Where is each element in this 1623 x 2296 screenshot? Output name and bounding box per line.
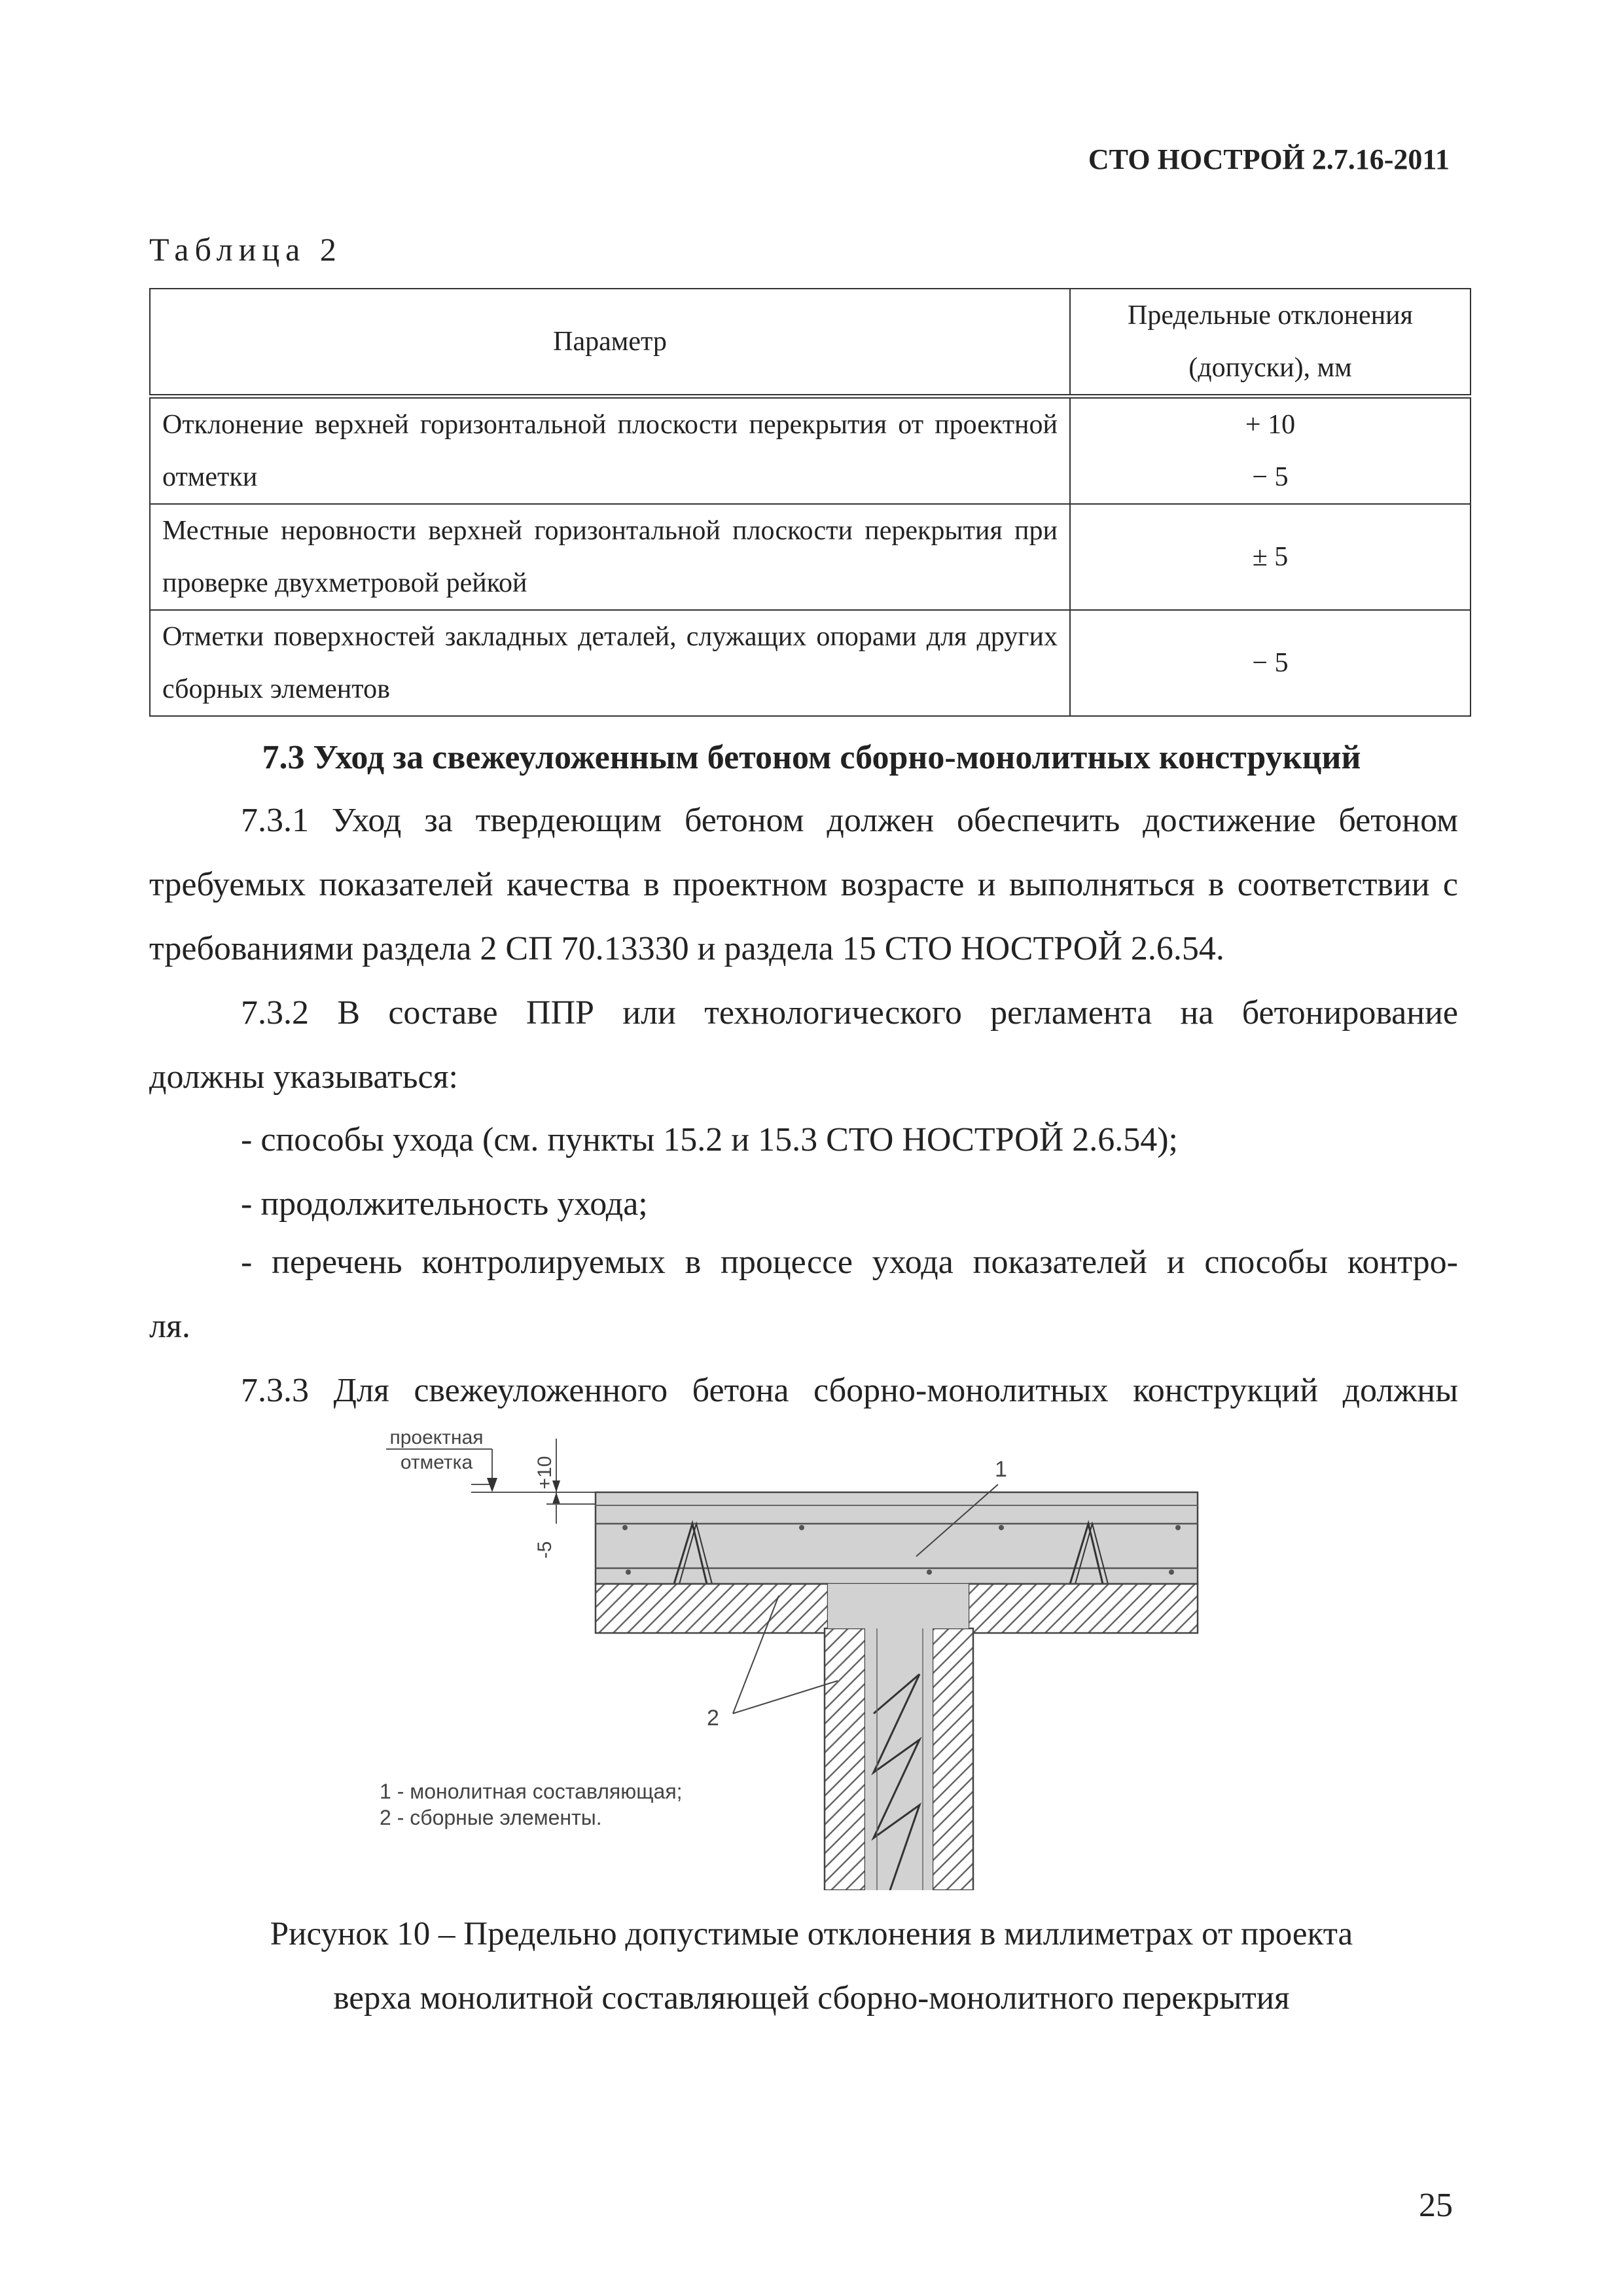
- figure-caption: [0, 1902, 1623, 2030]
- paragraph-7-3-1: [149, 789, 1458, 981]
- row-param: Местные неровности верхней горизонтальной плоскости перекрытия при проверке двухметровой рейкой: [150, 504, 1070, 610]
- design-mark-label-line2: отметка: [400, 1452, 473, 1473]
- paragraph-7-3-3: [149, 1359, 1458, 1423]
- table-row: [150, 504, 1471, 610]
- row-tolerance-minus: − 5: [1252, 462, 1289, 492]
- list-item-continuation: ля.: [149, 1308, 190, 1345]
- row-param: Отметки поверхностей закладных деталей, служащих опорами для других сборных элементов: [150, 610, 1070, 716]
- paragraph-first-line: 7.3.3 Для свежеуложенного бетона сборно-монолитных конструкций должны: [241, 1372, 1458, 1409]
- legend-item-1: 1 - монолитная составляющая;: [380, 1780, 683, 1803]
- table-caption: Таблица 2: [149, 231, 342, 268]
- row-param: Отклонение верхней горизонтальной плоскости перекрытия от проектной отметки: [150, 397, 1070, 505]
- callout-2: 2: [707, 1706, 719, 1731]
- figure-caption-line2: верха монолитной составляющей сборно-монолитного перекрытия: [333, 1980, 1290, 2017]
- legend-item-2: 2 - сборные элементы.: [380, 1806, 602, 1829]
- table-row: [150, 610, 1471, 716]
- paragraph-body: требуемых показателей качества в проектном возрасте и выполняться в соответствии с требованиями раздела 2 СП 70.13330 и раздела 15 СТО НОСТРОЙ 2.6.54.: [149, 866, 1458, 967]
- monolithic-layer: [596, 1492, 1198, 1584]
- paragraph-first-line: 7.3.2 В составе ППР или технологического регламента на бетонирование: [241, 994, 1458, 1031]
- precast-elements: [596, 1584, 1198, 1890]
- slab-section-figure: [366, 1419, 1230, 1890]
- row-tolerance-plus: + 10: [1245, 410, 1296, 440]
- table-row: [150, 397, 1471, 505]
- header-tolerance-line1: Предельные отклонения: [1128, 300, 1413, 331]
- list-item-long: [149, 1230, 1458, 1359]
- dimension-minus: -5: [534, 1541, 556, 1559]
- dimension-marks: [471, 1439, 602, 1558]
- header-tolerance-line2: (допуски), мм: [1188, 353, 1352, 383]
- document-code: СТО НОСТРОЙ 2.7.16-2011: [1088, 143, 1450, 175]
- header-param: Параметр: [150, 289, 1070, 397]
- header-tolerance: [1070, 289, 1471, 397]
- design-mark-label: [386, 1427, 492, 1484]
- callout-1: 1: [995, 1457, 1007, 1482]
- tolerance-table: [149, 288, 1471, 717]
- design-mark-label-line1: проектная: [389, 1427, 484, 1448]
- list-item: - продолжительность ухода;: [241, 1185, 648, 1223]
- row-tolerance: ± 5: [1070, 504, 1471, 610]
- paragraph-first-line: 7.3.1 Уход за твердеющим бетоном должен обеспечить достижение бетоном: [241, 802, 1458, 839]
- row-tolerance: − 5: [1070, 610, 1471, 716]
- paragraph-7-3-2: [149, 981, 1458, 1109]
- page-number: 25: [1419, 2187, 1453, 2224]
- list-item: - способы ухода (см. пункты 15.2 и 15.3 СТО НОСТРОЙ 2.6.54);: [241, 1121, 1179, 1158]
- figure-legend: [380, 1780, 683, 1829]
- figure-caption-line1: Рисунок 10 – Предельно допустимые отклонения в миллиметрах от проекта: [270, 1916, 1353, 1952]
- section-heading: 7.3 Уход за свежеуложенным бетоном сборно-монолитных конструкций: [262, 739, 1361, 776]
- table-header-row: [150, 289, 1471, 397]
- paragraph-body: должны указываться:: [149, 1058, 458, 1096]
- list-item-first-line: - перечень контролируемых в процессе ухода показателей и способы контро-: [241, 1244, 1458, 1281]
- dimension-plus: +10: [534, 1456, 556, 1490]
- row-tolerance: [1070, 397, 1471, 505]
